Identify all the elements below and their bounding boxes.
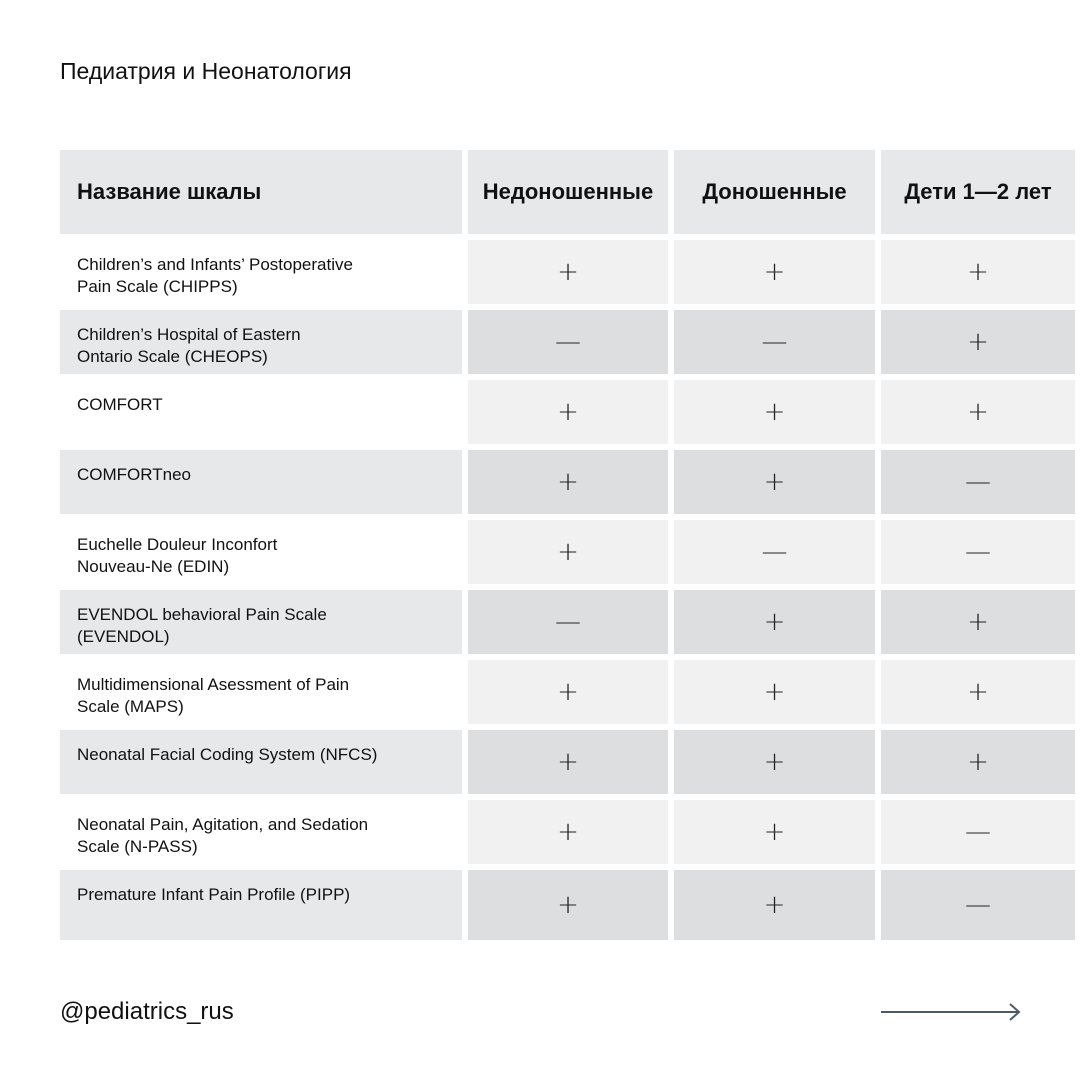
mark-cell: + [468,730,668,794]
mark-cell: + [674,870,875,940]
mark-cell: + [468,660,668,724]
scale-name-cell: COMFORT [60,380,462,444]
scale-name-cell: Premature Infant Pain Profile (PIPP) [60,870,462,940]
table-row [60,660,1075,724]
table-row [60,450,1075,514]
scale-name-cell: Multidimensional Asessment of Pain Scale (MAPS) [60,660,462,724]
mark-cell: + [881,730,1075,794]
arrow-right-icon[interactable] [880,1002,1022,1022]
mark-cell: — [881,450,1075,514]
scale-name-cell: Euchelle Douleur Inconfort Nouveau-Ne (EDIN) [60,520,462,584]
table-row [60,730,1075,794]
table-row [60,800,1075,864]
header-scale-name: Название шкалы [60,150,462,234]
scale-name-cell: EVENDOL behavioral Pain Scale (EVENDOL) [60,590,462,654]
mark-cell: + [881,310,1075,374]
mark-cell: — [881,520,1075,584]
page-title: Педиатрия и Неонатология [60,58,352,84]
scale-name-cell: Children’s Hospital of Eastern Ontario Scale (CHEOPS) [60,310,462,374]
header-fullterm: Доношенные [674,150,875,234]
table-row [60,520,1075,584]
mark-cell: — [881,800,1075,864]
mark-cell: + [674,240,875,304]
mark-cell: + [674,590,875,654]
mark-cell: + [881,590,1075,654]
mark-cell: + [881,240,1075,304]
scale-name-cell: Neonatal Facial Coding System (NFCS) [60,730,462,794]
account-handle: @pediatrics_rus [60,998,234,1025]
header-children-1-2: Дети 1—2 лет [881,150,1075,234]
mark-cell: + [468,520,668,584]
mark-cell: — [674,520,875,584]
mark-cell: + [674,800,875,864]
mark-cell: + [468,450,668,514]
mark-cell: + [881,660,1075,724]
scale-name-cell: Children’s and Infants’ Postoperative Pain Scale (CHIPPS) [60,240,462,304]
mark-cell: — [881,870,1075,940]
table-row [60,240,1075,304]
table-row [60,590,1075,654]
header-preterm: Недоношенные [468,150,668,234]
scale-name-cell: COMFORTneo [60,450,462,514]
scale-name-cell: Neonatal Pain, Agitation, and Sedation Scale (N-PASS) [60,800,462,864]
table-row [60,310,1075,374]
mark-cell: + [674,450,875,514]
mark-cell: + [468,870,668,940]
mark-cell: — [674,310,875,374]
mark-cell: + [468,380,668,444]
mark-cell: + [468,800,668,864]
table-header-row [60,150,1075,234]
table-row [60,870,1075,940]
mark-cell: + [674,660,875,724]
mark-cell: + [468,240,668,304]
table-row [60,380,1075,444]
mark-cell: — [468,310,668,374]
mark-cell: + [674,380,875,444]
mark-cell: + [881,380,1075,444]
mark-cell: — [468,590,668,654]
mark-cell: + [674,730,875,794]
